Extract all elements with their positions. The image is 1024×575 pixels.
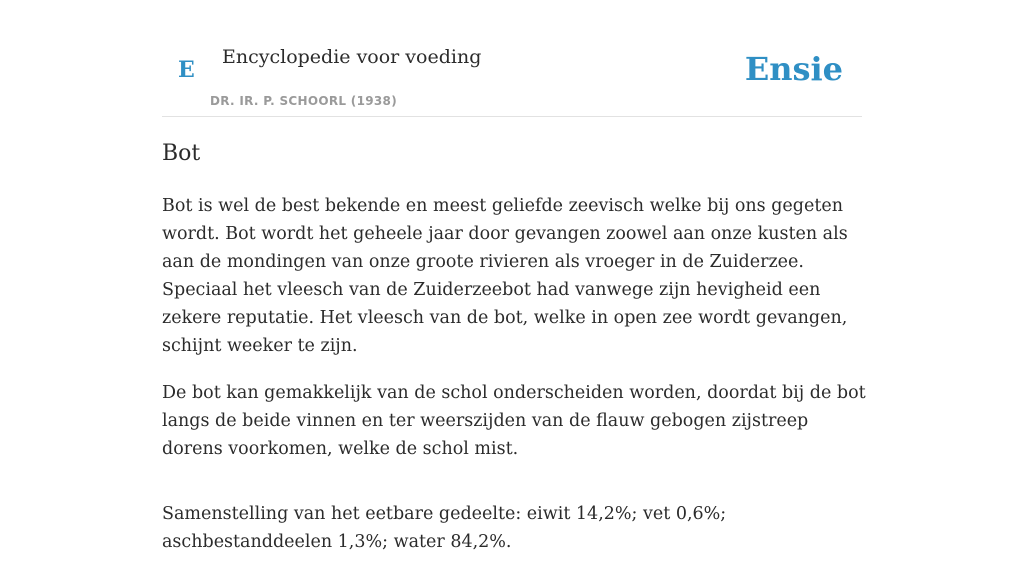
book-author: DR. IR. P. SCHOORL (1938) [210,94,397,108]
ensie-brand-logo[interactable]: Ensie [744,50,843,88]
article [162,139,872,575]
book-title-link[interactable]: Encyclopedie voor voeding [222,46,482,68]
article-paragraph-3: Samenstelling van het eetbare gedeelte: eiwit 14,2%; vet 0,6%; aschbestanddeelen 1,3%; water 84,2%. [162,504,727,552]
page-header [162,0,862,117]
encyclopedia-logo[interactable]: E [178,57,195,83]
article-title: Bot [162,141,201,166]
article-paragraph-2: De bot kan gemakkelijk van de schol onderscheiden worden, doordat bij de bot langs de beide vinnen en ter weerszijden van de flauw gebogen zijstreep dorens voorkomen, welke de schol mist. [162,383,866,459]
article-paragraph-1: Bot is wel de best bekende en meest geliefde zeevisch welke bij ons gegeten wordt. Bot wordt het geheele jaar door gevangen zoowel aan onze kusten als aan de mondingen van onze groote rivieren als vroeger in de Zuiderzee. Speciaal het vleesch van de Zuiderzeebot had vanwege zijn hevigheid een zekere reputatie. Het vleesch van de bot, welke in open zee wordt gevangen, schijnt weeker te zijn. [162,196,848,356]
